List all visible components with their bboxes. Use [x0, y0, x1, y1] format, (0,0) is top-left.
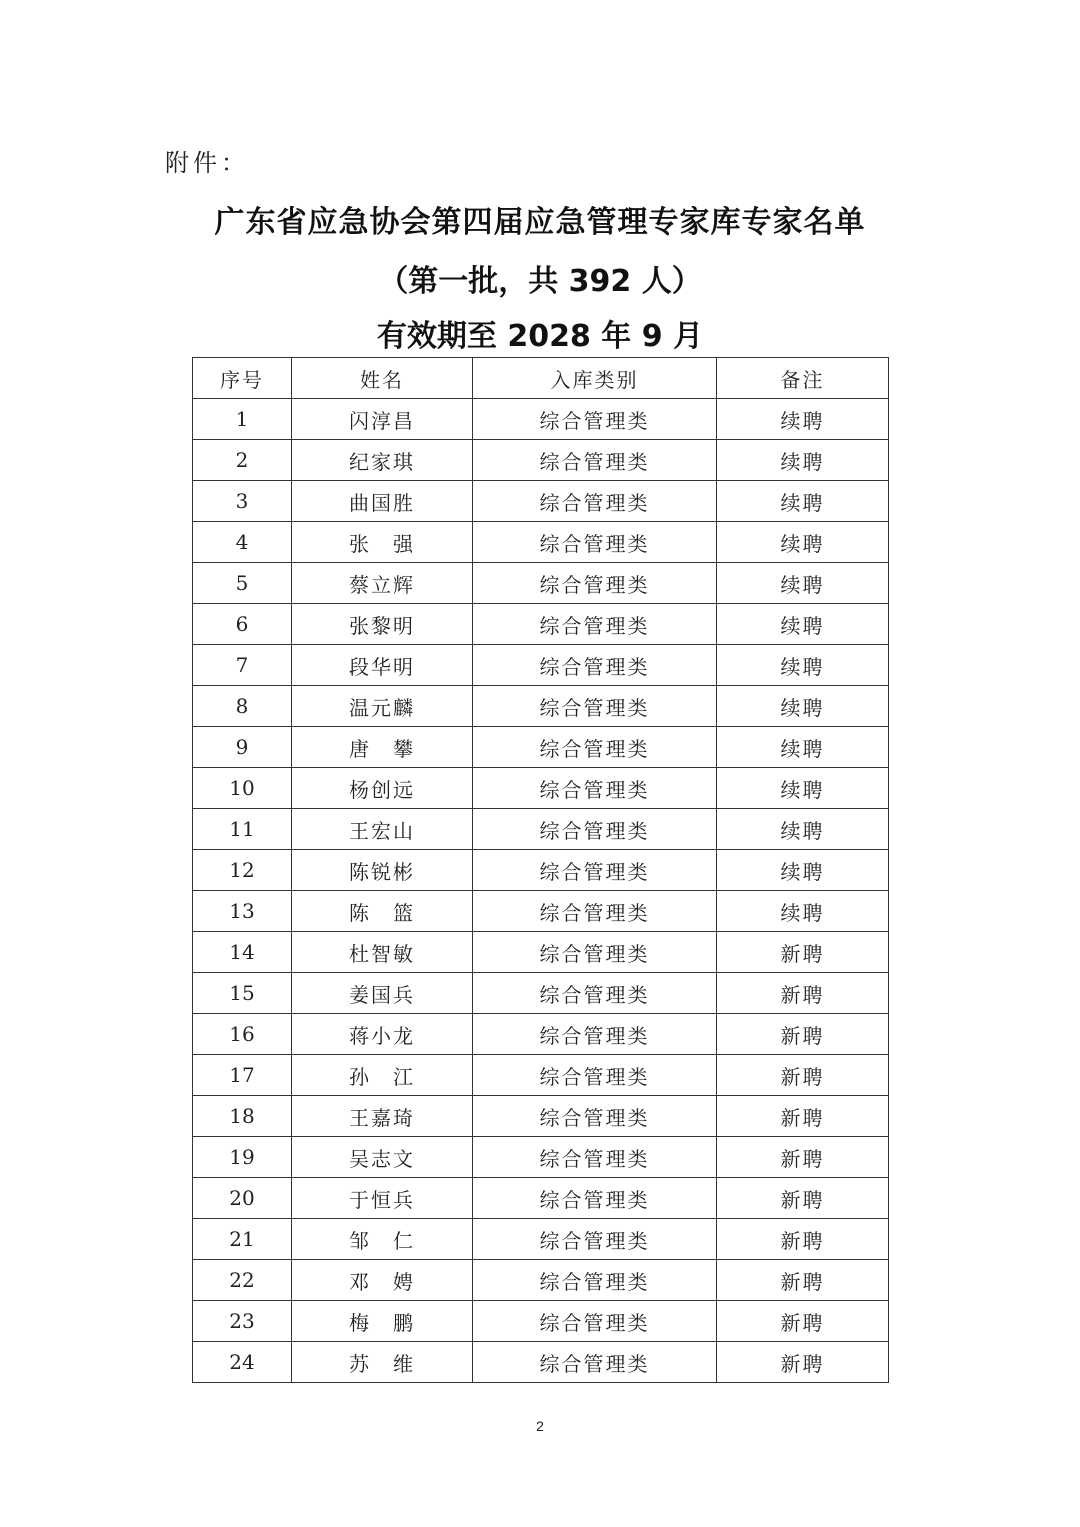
cell-serial: 14	[193, 932, 292, 973]
cell-remark: 续聘	[717, 522, 889, 563]
cell-category: 综合管理类	[473, 1096, 717, 1137]
cell-category: 综合管理类	[473, 1219, 717, 1260]
cell-name: 蒋小龙	[292, 1014, 473, 1055]
cell-name: 孙 江	[292, 1055, 473, 1096]
table-row	[193, 1137, 889, 1178]
cell-name: 唐 攀	[292, 727, 473, 768]
table-row	[193, 1055, 889, 1096]
cell-category: 综合管理类	[473, 973, 717, 1014]
header-category: 入库类别	[473, 358, 717, 399]
table-row	[193, 768, 889, 809]
cell-remark: 新聘	[717, 1014, 889, 1055]
cell-remark: 续聘	[717, 686, 889, 727]
cell-remark: 新聘	[717, 1301, 889, 1342]
cell-name: 王宏山	[292, 809, 473, 850]
cell-remark: 续聘	[717, 645, 889, 686]
attachment-label: 附件：	[165, 149, 249, 177]
cell-category: 综合管理类	[473, 1014, 717, 1055]
cell-remark: 续聘	[717, 440, 889, 481]
cell-category: 综合管理类	[473, 1301, 717, 1342]
table-row	[193, 522, 889, 563]
cell-category: 综合管理类	[473, 1342, 717, 1383]
document-title: 广东省应急协会第四届应急管理专家库专家名单	[214, 205, 866, 240]
page-number: 2	[536, 1418, 544, 1434]
header-serial: 序号	[193, 358, 292, 399]
cell-serial: 23	[193, 1301, 292, 1342]
cell-remark: 新聘	[717, 1260, 889, 1301]
cell-serial: 20	[193, 1178, 292, 1219]
cell-name: 段华明	[292, 645, 473, 686]
cell-category: 综合管理类	[473, 768, 717, 809]
table-row	[193, 1096, 889, 1137]
table-row	[193, 809, 889, 850]
cell-name: 蔡立辉	[292, 563, 473, 604]
cell-serial: 4	[193, 522, 292, 563]
cell-name: 姜国兵	[292, 973, 473, 1014]
cell-serial: 21	[193, 1219, 292, 1260]
cell-remark: 新聘	[717, 1342, 889, 1383]
cell-serial: 13	[193, 891, 292, 932]
table-row	[193, 1219, 889, 1260]
cell-category: 综合管理类	[473, 645, 717, 686]
table-row	[193, 1178, 889, 1219]
cell-serial: 1	[193, 399, 292, 440]
header-remark: 备注	[717, 358, 889, 399]
cell-category: 综合管理类	[473, 1178, 717, 1219]
cell-remark: 新聘	[717, 1096, 889, 1137]
cell-remark: 续聘	[717, 809, 889, 850]
table-row	[193, 604, 889, 645]
table-body	[193, 399, 889, 1383]
cell-name: 邹 仁	[292, 1219, 473, 1260]
cell-name: 闪淳昌	[292, 399, 473, 440]
cell-name: 陈 篮	[292, 891, 473, 932]
cell-remark: 续聘	[717, 727, 889, 768]
cell-name: 杨创远	[292, 768, 473, 809]
cell-category: 综合管理类	[473, 932, 717, 973]
cell-name: 王嘉琦	[292, 1096, 473, 1137]
table-row	[193, 1342, 889, 1383]
cell-category: 综合管理类	[473, 399, 717, 440]
cell-serial: 15	[193, 973, 292, 1014]
cell-category: 综合管理类	[473, 850, 717, 891]
cell-serial: 18	[193, 1096, 292, 1137]
cell-name: 温元麟	[292, 686, 473, 727]
cell-name: 陈锐彬	[292, 850, 473, 891]
cell-category: 综合管理类	[473, 891, 717, 932]
cell-serial: 11	[193, 809, 292, 850]
cell-category: 综合管理类	[473, 604, 717, 645]
table-row	[193, 481, 889, 522]
table-row	[193, 440, 889, 481]
expert-roster-table	[192, 357, 889, 1383]
cell-serial: 12	[193, 850, 292, 891]
cell-category: 综合管理类	[473, 1260, 717, 1301]
cell-serial: 24	[193, 1342, 292, 1383]
document-subtitle-validity: 有效期至 2028 年 9 月	[376, 319, 704, 354]
table-row	[193, 399, 889, 440]
cell-category: 综合管理类	[473, 522, 717, 563]
header-name: 姓名	[292, 358, 473, 399]
cell-remark: 续聘	[717, 850, 889, 891]
table-row	[193, 727, 889, 768]
cell-name: 曲国胜	[292, 481, 473, 522]
cell-remark: 续聘	[717, 399, 889, 440]
cell-serial: 19	[193, 1137, 292, 1178]
cell-name: 杜智敏	[292, 932, 473, 973]
cell-remark: 续聘	[717, 768, 889, 809]
cell-name: 张 强	[292, 522, 473, 563]
table-row	[193, 645, 889, 686]
cell-remark: 新聘	[717, 1055, 889, 1096]
table-row	[193, 1260, 889, 1301]
table-row	[193, 1014, 889, 1055]
cell-remark: 续聘	[717, 891, 889, 932]
cell-name: 苏 维	[292, 1342, 473, 1383]
cell-serial: 6	[193, 604, 292, 645]
cell-category: 综合管理类	[473, 563, 717, 604]
cell-category: 综合管理类	[473, 727, 717, 768]
cell-name: 吴志文	[292, 1137, 473, 1178]
cell-serial: 22	[193, 1260, 292, 1301]
cell-category: 综合管理类	[473, 481, 717, 522]
cell-name: 梅 鹏	[292, 1301, 473, 1342]
cell-serial: 3	[193, 481, 292, 522]
cell-category: 综合管理类	[473, 1137, 717, 1178]
cell-serial: 10	[193, 768, 292, 809]
cell-category: 综合管理类	[473, 440, 717, 481]
table-row	[193, 1301, 889, 1342]
cell-remark: 新聘	[717, 932, 889, 973]
table-row	[193, 686, 889, 727]
cell-remark: 新聘	[717, 973, 889, 1014]
cell-serial: 5	[193, 563, 292, 604]
cell-serial: 17	[193, 1055, 292, 1096]
table-row	[193, 563, 889, 604]
cell-remark: 新聘	[717, 1178, 889, 1219]
table-row	[193, 973, 889, 1014]
cell-remark: 续聘	[717, 563, 889, 604]
cell-remark: 新聘	[717, 1137, 889, 1178]
cell-category: 综合管理类	[473, 809, 717, 850]
cell-serial: 9	[193, 727, 292, 768]
cell-serial: 8	[193, 686, 292, 727]
table-row	[193, 932, 889, 973]
cell-remark: 续聘	[717, 481, 889, 522]
cell-serial: 2	[193, 440, 292, 481]
document-subtitle-batch: （第一批，共 392 人）	[378, 264, 702, 299]
table-row	[193, 891, 889, 932]
cell-name: 邓 娉	[292, 1260, 473, 1301]
cell-category: 综合管理类	[473, 1055, 717, 1096]
table-header-row	[193, 358, 889, 399]
cell-remark: 新聘	[717, 1219, 889, 1260]
cell-serial: 7	[193, 645, 292, 686]
cell-name: 纪家琪	[292, 440, 473, 481]
table-row	[193, 850, 889, 891]
cell-serial: 16	[193, 1014, 292, 1055]
cell-remark: 续聘	[717, 604, 889, 645]
cell-category: 综合管理类	[473, 686, 717, 727]
cell-name: 张黎明	[292, 604, 473, 645]
cell-name: 于恒兵	[292, 1178, 473, 1219]
